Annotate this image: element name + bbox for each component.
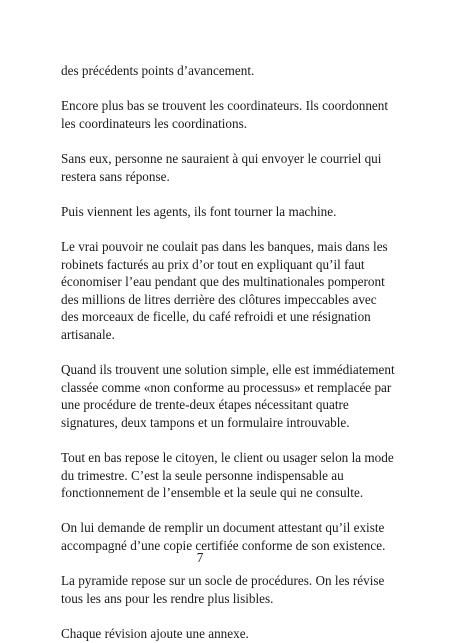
text-line: On lui demande de remplir un document attestant qu’il existe xyxy=(61,520,385,536)
paragraph xyxy=(61,625,401,643)
page-number: 7 xyxy=(196,550,204,565)
text-line: une procédure de trente-deux étapes nécessitant quatre xyxy=(61,397,349,413)
paragraph xyxy=(61,449,401,502)
text-line: Encore plus bas se trouvent les coordinateurs. Ils coordonnent xyxy=(61,98,389,114)
text-line: du trimestre. C’est la seule personne indispensable au xyxy=(61,467,344,483)
paragraph xyxy=(61,97,401,132)
text-line: économiser l’eau pendant que des multinationales pomperont xyxy=(61,274,385,290)
text-line: Sans eux, personne ne sauraient à qui envoyer le courriel qui xyxy=(61,150,382,166)
text-line: accompagné d’une copie certifiée conforme de son existence. xyxy=(61,538,386,554)
text-line: Quand ils trouvent une solution simple, elle est immédiatement xyxy=(61,362,395,378)
text-line: les coordinateurs les coordinations. xyxy=(61,115,248,131)
text-line: des morceaux de ficelle, du café refroidi et une résignation xyxy=(61,309,371,325)
text-line: Chaque révision ajoute une annexe. xyxy=(61,626,249,641)
text-line: tous les ans pour les rendre plus lisibles. xyxy=(61,590,274,606)
paragraph xyxy=(61,238,401,344)
paragraph xyxy=(61,572,401,607)
text-line: La pyramide repose sur un socle de procédures. On les révise xyxy=(61,573,385,589)
paragraph xyxy=(61,62,401,80)
text-line: Puis viennent les agents, ils font tourner la machine. xyxy=(61,203,337,219)
text-line: Le vrai pouvoir ne coulait pas dans les banques, mais dans les xyxy=(61,238,388,254)
text-line: signatures, deux tampons et un formulaire introuvable. xyxy=(61,414,350,430)
text-line: des millions de litres derrière des clôtures impeccables avec xyxy=(61,291,377,307)
text-line: artisanale. xyxy=(61,326,115,342)
text-line: des précédents points d’avancement. xyxy=(61,63,255,78)
paragraph xyxy=(61,203,401,221)
paragraph xyxy=(61,361,401,431)
text-line: Tout en bas repose le citoyen, le client ou usager selon la mode xyxy=(61,450,394,466)
text-line: fonctionnement de l’ensemble et la seule qui ne consulte. xyxy=(61,485,364,501)
paragraph xyxy=(61,150,401,185)
text-line: restera sans réponse. xyxy=(61,168,170,184)
text-line: robinets facturés au prix d’or tout en expliquant qu’il faut xyxy=(61,256,365,272)
text-line: classée comme «non conforme au processus» et remplacée par xyxy=(61,379,392,395)
